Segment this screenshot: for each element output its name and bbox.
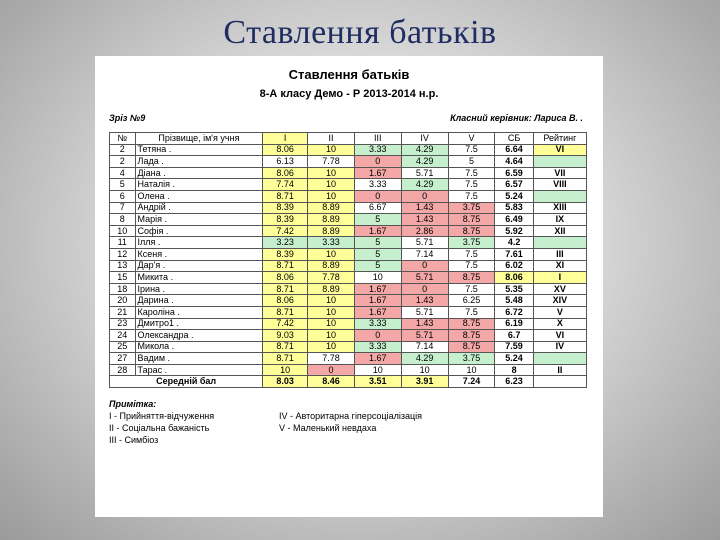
sb-value: 5.83 (495, 202, 533, 214)
row-number: 21 (110, 306, 136, 318)
scale-4-value: 7.14 (401, 248, 448, 260)
scale-2-value: 8.89 (308, 260, 355, 272)
sb-value: 4.2 (495, 237, 533, 249)
header-rating: Рейтинг (533, 133, 586, 145)
student-name: Ірина . (135, 283, 263, 295)
slice-label: Зріз №9 (109, 113, 146, 123)
rating-value: XII (533, 225, 586, 237)
scale-2-value: 10 (308, 330, 355, 342)
rating-value: VIII (533, 179, 586, 191)
scale-2-value: 0 (308, 364, 355, 376)
student-name: Олександра . (135, 330, 263, 342)
rating-value: XV (533, 283, 586, 295)
row-number: 6 (110, 190, 136, 202)
scale-5-value: 10 (448, 364, 495, 376)
table-row (110, 260, 587, 272)
scale-1-value: 8.39 (263, 202, 308, 214)
row-number: 11 (110, 237, 136, 249)
row-number: 5 (110, 179, 136, 191)
rating-value (533, 353, 586, 365)
scale-2-value: 10 (308, 248, 355, 260)
scale-4-value: 1.43 (401, 214, 448, 226)
scale-2-value: 8.89 (308, 214, 355, 226)
average-scale-5: 7.24 (448, 376, 495, 388)
scale-1-value: 8.71 (263, 283, 308, 295)
scale-5-value: 8.75 (448, 225, 495, 237)
scale-1-value: 3.23 (263, 237, 308, 249)
rating-value (533, 156, 586, 168)
row-number: 15 (110, 272, 136, 284)
student-name: Кароліна . (135, 306, 263, 318)
scale-1-value: 7.74 (263, 179, 308, 191)
scale-5-value: 3.75 (448, 202, 495, 214)
table-row (110, 144, 587, 156)
scale-5-value: 7.5 (448, 190, 495, 202)
sb-value: 8.06 (495, 272, 533, 284)
sb-value: 6.19 (495, 318, 533, 330)
sb-value: 8 (495, 364, 533, 376)
row-number: 23 (110, 318, 136, 330)
sb-value: 6.64 (495, 144, 533, 156)
scale-5-value: 8.75 (448, 341, 495, 353)
rating-value: XIV (533, 295, 586, 307)
notes (109, 398, 589, 446)
header-scale-3: III (354, 133, 401, 145)
scale-5-value: 7.5 (448, 283, 495, 295)
row-number: 24 (110, 330, 136, 342)
scale-4-value: 1.43 (401, 318, 448, 330)
scale-4-value: 10 (401, 364, 448, 376)
student-name: Тетяна . (135, 144, 263, 156)
scale-4-value: 5.71 (401, 167, 448, 179)
scale-2-value: 8.89 (308, 283, 355, 295)
scale-1-value: 10 (263, 364, 308, 376)
scale-1-value: 8.71 (263, 341, 308, 353)
table-row (110, 202, 587, 214)
scale-3-value: 6.67 (354, 202, 401, 214)
spreadsheet-image (95, 56, 603, 517)
header-name: Прізвище, ім'я учня (135, 133, 263, 145)
scale-4-value: 1.43 (401, 295, 448, 307)
scale-5-value: 7.5 (448, 306, 495, 318)
scale-5-value: 7.5 (448, 248, 495, 260)
sb-value: 5.92 (495, 225, 533, 237)
sb-value: 6.59 (495, 167, 533, 179)
scale-3-value: 3.33 (354, 341, 401, 353)
scale-2-value: 3.33 (308, 237, 355, 249)
row-number: 10 (110, 225, 136, 237)
scale-4-value: 5.71 (401, 237, 448, 249)
scale-5-value: 8.75 (448, 272, 495, 284)
scale-5-value: 8.75 (448, 330, 495, 342)
scale-2-value: 7.78 (308, 156, 355, 168)
average-sb: 6.23 (495, 376, 533, 388)
row-number: 18 (110, 283, 136, 295)
sheet-subtitle: 8-А класу Демо - Р 2013-2014 н.р. (259, 88, 439, 100)
student-name: Лада . (135, 156, 263, 168)
scale-2-value: 7.78 (308, 272, 355, 284)
scale-3-value: 5 (354, 214, 401, 226)
scale-3-value: 3.33 (354, 318, 401, 330)
average-row (110, 376, 587, 388)
sb-value: 6.72 (495, 306, 533, 318)
scale-4-value: 5.71 (401, 330, 448, 342)
table-row (110, 190, 587, 202)
table-row (110, 214, 587, 226)
sb-value: 5.24 (495, 353, 533, 365)
student-name: Тарас . (135, 364, 263, 376)
student-name: Діана . (135, 167, 263, 179)
student-name: Дмитро1 . (135, 318, 263, 330)
slide-title: Ставлення батьків (223, 14, 497, 51)
scale-1-value: 8.06 (263, 167, 308, 179)
table-header-row (110, 133, 587, 145)
sb-value: 6.57 (495, 179, 533, 191)
average-scale-3: 3.51 (354, 376, 401, 388)
scale-4-value: 0 (401, 283, 448, 295)
header-sb: СБ (495, 133, 533, 145)
scale-5-value: 7.5 (448, 179, 495, 191)
scale-4-value: 5.71 (401, 306, 448, 318)
student-name: Вадим . (135, 353, 263, 365)
header-number: № (110, 133, 136, 145)
scale-1-value: 7.42 (263, 318, 308, 330)
scale-1-value: 8.39 (263, 248, 308, 260)
rating-value: III (533, 248, 586, 260)
scale-3-value: 0 (354, 190, 401, 202)
row-number: 27 (110, 353, 136, 365)
table-row (110, 248, 587, 260)
student-name: Ілля . (135, 237, 263, 249)
scale-1-value: 6.13 (263, 156, 308, 168)
table-row (110, 364, 587, 376)
scale-4-value: 4.29 (401, 144, 448, 156)
sb-value: 6.49 (495, 214, 533, 226)
rating-value (533, 190, 586, 202)
scale-4-value: 7.14 (401, 341, 448, 353)
note-item: V - Маленький невдаха (279, 423, 377, 434)
notes-title: Примітка: (109, 399, 157, 410)
scale-3-value: 0 (354, 156, 401, 168)
header-scale-4: IV (401, 133, 448, 145)
row-number: 20 (110, 295, 136, 307)
note-item: III - Симбіоз (109, 435, 159, 446)
scale-1-value: 8.06 (263, 144, 308, 156)
average-scale-2: 8.46 (308, 376, 355, 388)
sb-value: 7.59 (495, 341, 533, 353)
scale-1-value: 7.42 (263, 225, 308, 237)
sheet-title: Ставлення батьків (288, 67, 410, 82)
scale-3-value: 1.67 (354, 167, 401, 179)
table-row (110, 237, 587, 249)
average-rating (533, 376, 586, 388)
row-number: 2 (110, 156, 136, 168)
scale-2-value: 10 (308, 306, 355, 318)
rating-value: I (533, 272, 586, 284)
rating-value: IV (533, 341, 586, 353)
scale-2-value: 10 (308, 179, 355, 191)
sb-value: 5.24 (495, 190, 533, 202)
student-name: Марія . (135, 214, 263, 226)
scale-1-value: 8.39 (263, 214, 308, 226)
scale-4-value: 4.29 (401, 156, 448, 168)
table-row (110, 167, 587, 179)
scale-3-value: 1.67 (354, 295, 401, 307)
sb-value: 5.48 (495, 295, 533, 307)
header-scale-5: V (448, 133, 495, 145)
header-scale-1: I (263, 133, 308, 145)
student-name: Дарина . (135, 295, 263, 307)
scale-4-value: 1.43 (401, 202, 448, 214)
scale-3-value: 3.33 (354, 144, 401, 156)
scale-3-value: 0 (354, 330, 401, 342)
table-row (110, 341, 587, 353)
rating-value: VI (533, 330, 586, 342)
table-row (110, 353, 587, 365)
table-row (110, 330, 587, 342)
teacher-label: Класний керівник: Лариса В. . (450, 113, 583, 123)
scale-5-value: 3.75 (448, 237, 495, 249)
student-name: Софія . (135, 225, 263, 237)
grades-table (109, 132, 587, 388)
scale-3-value: 10 (354, 272, 401, 284)
table-row (110, 225, 587, 237)
rating-value: IX (533, 214, 586, 226)
scale-5-value: 3.75 (448, 353, 495, 365)
average-label: Середній бал (110, 376, 263, 388)
student-name: Андрій . (135, 202, 263, 214)
rating-value: VI (533, 144, 586, 156)
scale-1-value: 9.03 (263, 330, 308, 342)
table-row (110, 272, 587, 284)
table-row (110, 179, 587, 191)
scale-3-value: 5 (354, 248, 401, 260)
scale-2-value: 10 (308, 190, 355, 202)
rating-value: II (533, 364, 586, 376)
student-name: Дар'я . (135, 260, 263, 272)
scale-1-value: 8.06 (263, 295, 308, 307)
meta-row (109, 112, 589, 124)
scale-3-value: 1.67 (354, 353, 401, 365)
scale-1-value: 8.06 (263, 272, 308, 284)
scale-2-value: 10 (308, 341, 355, 353)
scale-5-value: 7.5 (448, 167, 495, 179)
sb-value: 7.61 (495, 248, 533, 260)
table-row (110, 306, 587, 318)
note-item: I - Прийняття-відчуження (109, 411, 215, 422)
scale-2-value: 10 (308, 295, 355, 307)
sb-value: 6.7 (495, 330, 533, 342)
scale-1-value: 8.71 (263, 353, 308, 365)
scale-5-value: 8.75 (448, 318, 495, 330)
scale-5-value: 8.75 (448, 214, 495, 226)
scale-4-value: 4.29 (401, 353, 448, 365)
student-name: Микита . (135, 272, 263, 284)
row-number: 25 (110, 341, 136, 353)
scale-4-value: 4.29 (401, 179, 448, 191)
rating-value (533, 237, 586, 249)
scale-4-value: 0 (401, 190, 448, 202)
note-item: IV - Авторитарна гіперсоціалізація (279, 411, 422, 422)
row-number: 8 (110, 214, 136, 226)
rating-value: VII (533, 167, 586, 179)
student-name: Олена . (135, 190, 263, 202)
scale-4-value: 0 (401, 260, 448, 272)
average-scale-4: 3.91 (401, 376, 448, 388)
rating-value: XI (533, 260, 586, 272)
row-number: 12 (110, 248, 136, 260)
scale-1-value: 8.71 (263, 260, 308, 272)
table-row (110, 295, 587, 307)
scale-4-value: 2.86 (401, 225, 448, 237)
scale-2-value: 8.89 (308, 225, 355, 237)
scale-2-value: 10 (308, 144, 355, 156)
table-row (110, 156, 587, 168)
scale-2-value: 10 (308, 318, 355, 330)
sb-value: 4.64 (495, 156, 533, 168)
scale-2-value: 8.89 (308, 202, 355, 214)
rating-value: V (533, 306, 586, 318)
table-row (110, 318, 587, 330)
student-name: Ксеня . (135, 248, 263, 260)
scale-3-value: 1.67 (354, 225, 401, 237)
scale-5-value: 7.5 (448, 260, 495, 272)
note-item: II - Соціальна бажаність (109, 423, 210, 434)
scale-1-value: 8.71 (263, 190, 308, 202)
scale-2-value: 7.78 (308, 353, 355, 365)
scale-2-value: 10 (308, 167, 355, 179)
scale-5-value: 5 (448, 156, 495, 168)
scale-3-value: 5 (354, 237, 401, 249)
row-number: 13 (110, 260, 136, 272)
sb-value: 5.35 (495, 283, 533, 295)
scale-4-value: 5.71 (401, 272, 448, 284)
average-scale-1: 8.03 (263, 376, 308, 388)
scale-1-value: 8.71 (263, 306, 308, 318)
scale-3-value: 3.33 (354, 179, 401, 191)
scale-5-value: 7.5 (448, 144, 495, 156)
row-number: 2 (110, 144, 136, 156)
scale-3-value: 1.67 (354, 283, 401, 295)
row-number: 4 (110, 167, 136, 179)
row-number: 7 (110, 202, 136, 214)
rating-value: X (533, 318, 586, 330)
student-name: Наталія . (135, 179, 263, 191)
scale-5-value: 6.25 (448, 295, 495, 307)
table-row (110, 283, 587, 295)
scale-3-value: 10 (354, 364, 401, 376)
scale-3-value: 5 (354, 260, 401, 272)
scale-3-value: 1.67 (354, 306, 401, 318)
student-name: Микола . (135, 341, 263, 353)
rating-value: XIII (533, 202, 586, 214)
row-number: 28 (110, 364, 136, 376)
header-scale-2: II (308, 133, 355, 145)
sb-value: 6.02 (495, 260, 533, 272)
